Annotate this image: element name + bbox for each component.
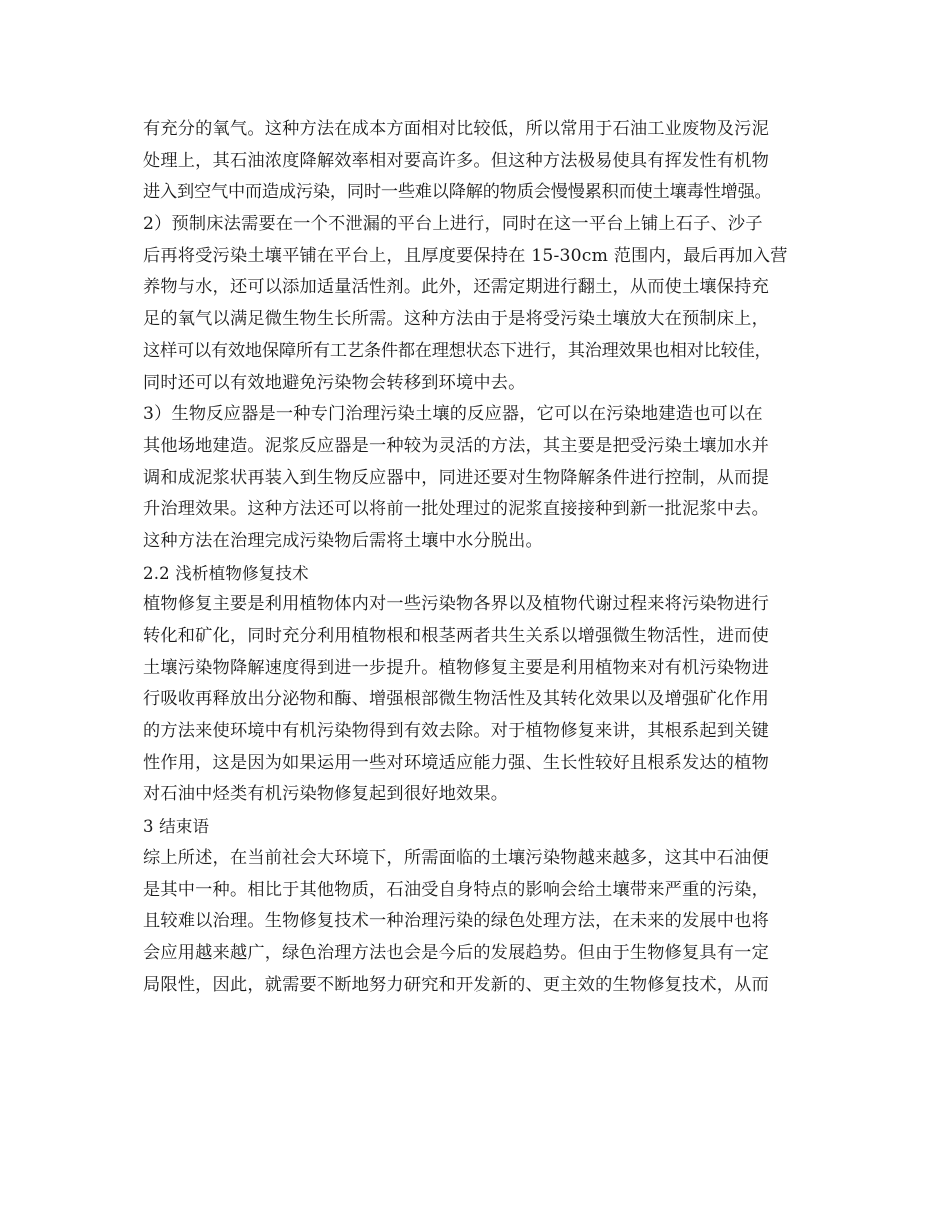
text-line: 对石油中烃类有机污染物修复起到很好地效果。: [143, 784, 509, 805]
text-line: 后再将受污染土壤平铺在平台上，且厚度要保持在 15-30cm 范围内，最后再加入营: [143, 245, 788, 266]
text-line: 升治理效果。这种方法还可以将前一批处理过的泥浆直接接种到新一批泥浆中去。: [143, 499, 769, 520]
text-line: 调和成泥浆状再装入到生物反应器中，同进还要对生物降解条件进行控制，从而提: [143, 467, 769, 488]
text-line: 综上所述，在当前社会大环境下，所需面临的土壤污染物越来越多，这其中石油便: [143, 847, 769, 868]
section-heading: 3 结束语: [143, 817, 210, 837]
text-line: 其他场地建造。泥浆反应器是一种较为灵活的方法，其主要是把受污染土壤加水并: [143, 435, 769, 456]
text-line: 土壤污染物降解速度得到进一步提升。植物修复主要是利用植物来对有机污染物进: [143, 657, 769, 678]
text-line: 是其中一种。相比于其他物质，石油受自身特点的影响会给土壤带来严重的污染，: [143, 879, 769, 900]
text-line: 这种方法在治理完成污染物后需将土壤中水分脱出。: [143, 530, 543, 551]
text-line: 性作用，这是因为如果运用一些对环境适应能力强、生长性较好且根系发达的植物: [143, 752, 769, 773]
text-line: 行吸收再释放出分泌物和酶、增强根部微生物活性及其转化效果以及增强矿化作用: [143, 689, 769, 710]
text-line: 同时还可以有效地避免污染物会转移到环境中去。: [143, 372, 526, 393]
text-line: 的方法来使环境中有机污染物得到有效去除。对于植物修复来讲，其根系起到关键: [143, 721, 769, 742]
text-line: 植物修复主要是利用植物体内对一些污染物各界以及植物代谢过程来将污染物进行: [143, 594, 769, 615]
text-line: 2）预制床法需要在一个不泄漏的平台上进行，同时在这一平台上铺上石子、沙子: [143, 214, 763, 235]
text-line: 转化和矿化，同时充分利用植物根和根茎两者共生关系以增强微生物活性，进而使: [143, 626, 769, 646]
text-line: 这样可以有效地保障所有工艺条件都在理想状态下进行，其治理效果也相对比较佳，: [143, 340, 772, 361]
section-heading: 2.2 浅析植物修复技术: [143, 563, 309, 583]
text-line: 局限性，因此，就需要不断地努力研究和开发新的、更主效的生物修复技术，从而: [143, 974, 769, 995]
text-line: 有充分的氧气。这种方法在成本方面相对比较低，所以常用于石油工业废物及污泥: [143, 119, 769, 139]
text-line: 会应用越来越广，绿色治理方法也会是今后的发展趋势。但由于生物修复具有一定: [143, 942, 769, 963]
text-line: 且较难以治理。生物修复技术一种治理污染的绿色处理方法，在未来的发展中也将: [143, 911, 769, 932]
text-line: 3）生物反应器是一种专门治理污染土壤的反应器，它可以在污染地建造也可以在: [143, 404, 763, 425]
text-line: 进入到空气中而造成污染，同时一些难以降解的物质会慢慢累积而使土壤毒性增强。: [143, 182, 772, 203]
text-line: 养物与水，还可以添加适量活性剂。此外，还需定期进行翻土，从而使土壤保持充: [143, 277, 769, 298]
text-line: 处理上，其石油浓度降解效率相对要高许多。但这种方法极易使具有挥发性有机物: [143, 150, 769, 171]
text-line: 足的氧气以满足微生物生长所需。这种方法由于是将受污染土壤放大在预制床上，: [143, 309, 769, 330]
